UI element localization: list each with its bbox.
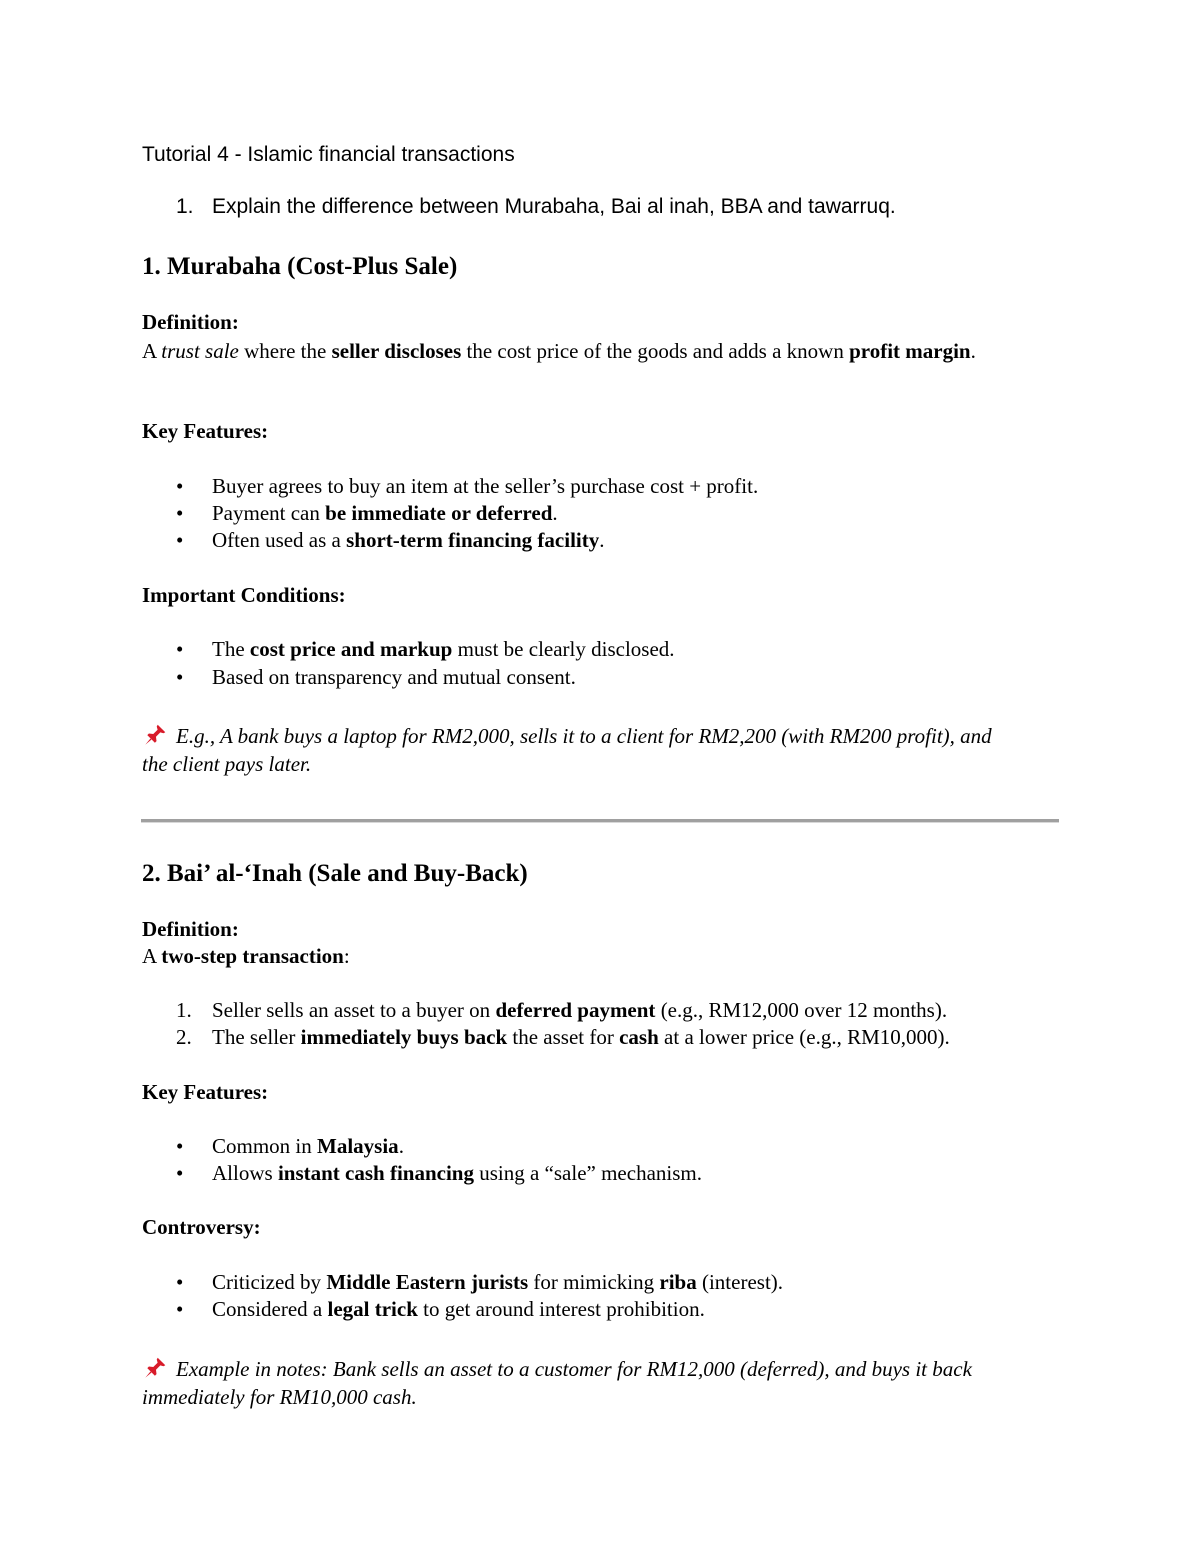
- bullet-icon: •: [176, 665, 184, 689]
- section1-definition-label: Definition:: [142, 310, 239, 334]
- bullet-icon: •: [176, 1161, 184, 1185]
- section2-definition-label: Definition:: [142, 917, 239, 941]
- section1-definition-text: A trust sale where the seller discloses the cost price of the goods and adds a known profit margin.: [142, 339, 976, 363]
- section1-conditions-label: Important Conditions:: [142, 583, 346, 607]
- section2-heading: 2. Bai’ al-‘Inah (Sale and Buy-Back): [142, 860, 528, 887]
- bullet-icon: •: [176, 474, 184, 498]
- section1-key-features-label: Key Features:: [142, 419, 269, 443]
- bullet-icon: •: [176, 501, 184, 525]
- bullet-icon: •: [176, 1297, 184, 1321]
- question-text: Explain the difference between Murabaha, Bai al inah, BBA and tawarruq.: [212, 195, 896, 218]
- bullet-icon: •: [176, 528, 184, 552]
- bullet-icon: •: [176, 1270, 184, 1294]
- section2-example: Example in notes: Bank sells an asset to a customer for RM12,000 (deferred), and buys it back immediately for RM10,000 cash.: [142, 1357, 972, 1409]
- pushpin-icon: [142, 722, 168, 748]
- document-page: Tutorial 4 - Islamic financial transactions 1. Explain the difference between Murabaha, Bai al inah, BBA and tawarruq. 1. Murabaha (Cost-Plus Sale) Definition: A trust sale where the seller discloses the cost price of the goods and adds a known profit margin. Key Features: • Buyer agrees to buy an item at the seller’s purchase cost + profit. • Payment can be immediate or deferred. • Often used as a short-term financing facility. Important Conditions: • The cost price and markup must be clearly disclosed. • Based on transparency and mutual consent. E.g., A bank buys a laptop for RM2,000, sells it to a client for RM2,200 (with RM200 profit), and the client pays later. 2. Bai’ al-‘Inah (Sale and Buy-Back) Definition: A two-step transaction: 1. Seller sells an asset to a buyer on deferred payment (e.g., RM12,000 over 12 months). 2. The seller immediately buys back the asset for cash at a lower price (e.g., RM10,000). Key Features: • Common in Malaysia. • Allows instant cash financing using a “sale” mechanism. Controversy: • Criticized by Middle Eastern jurists for mimicking riba (interest). • Considered a legal trick to get around interest prohibition. Example in notes: Bank sells an asset to a customer for RM12,000 (deferred), and buys it back immediately for RM10,000 cash.: [0, 0, 1200, 1553]
- section1-example: E.g., A bank buys a laptop for RM2,000, sells it to a client for RM2,200 (with RM200 profit), and the client pays later.: [142, 724, 992, 776]
- question-number: 1.: [176, 195, 194, 218]
- section2-controversy-label: Controversy:: [142, 1215, 261, 1239]
- horizontal-divider: [141, 819, 1059, 823]
- document-title: Tutorial 4 - Islamic financial transactions: [142, 143, 515, 166]
- section2-key-features-label: Key Features:: [142, 1080, 269, 1104]
- bullet-icon: •: [176, 637, 184, 661]
- section1-heading: 1. Murabaha (Cost-Plus Sale): [142, 253, 458, 280]
- section2-definition-text: A two-step transaction:: [142, 944, 350, 968]
- pushpin-icon: [142, 1355, 168, 1381]
- bullet-icon: •: [176, 1134, 184, 1158]
